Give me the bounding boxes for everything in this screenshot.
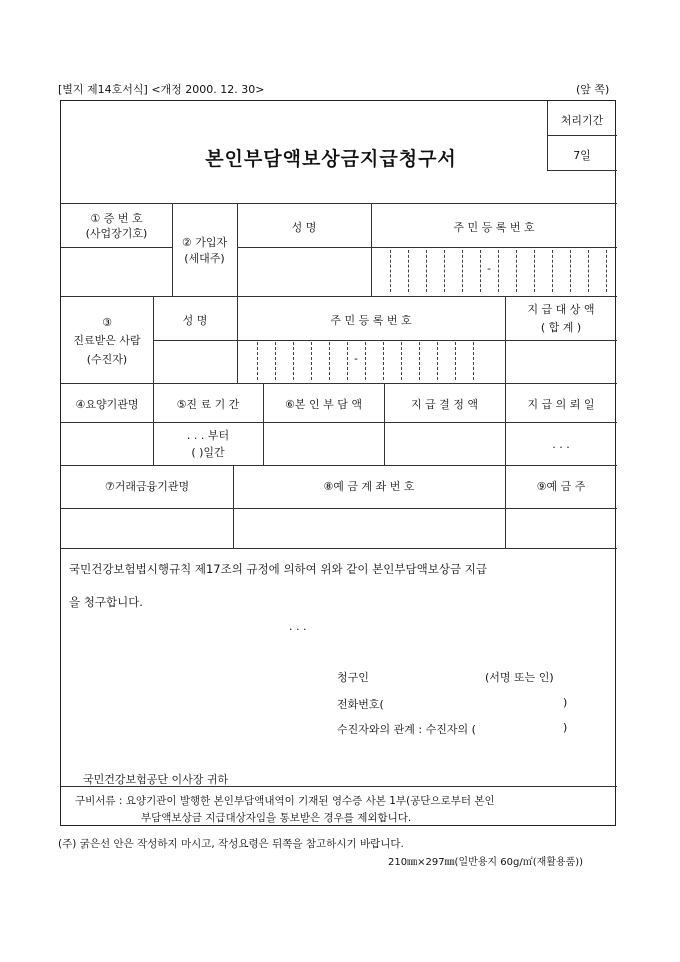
copay-amount-label: ⑥본 인 부 담 액 [285,398,362,411]
patient-rrn-header: 주 민 등 록 번 호 [330,314,412,327]
relation-close: ) [563,721,568,734]
resident-number-header: 주 민 등 록 번 호 [453,221,535,234]
claim-date-dots: . . . [289,620,307,633]
workplace-code-label: (사업장기호) [85,227,148,240]
required-docs-line-2: 부담액보상금 지급대상자임을 통보받은 경우를 제외합니다. [141,812,412,824]
household-head-label: (세대주) [184,252,225,265]
signature-seal-label: (서명 또는 인) [485,671,554,684]
phone-close: ) [563,696,568,709]
claimant-label: 청구인 [337,671,369,684]
footer-note: (주) 굵은선 안은 작성하지 마시고, 작성요령은 뒤쪽을 참고하시기 바랍니다. [58,838,404,850]
payment-target-amount-label: 지 급 대 상 액 [527,303,595,316]
decided-amount-label: 지 급 결 정 액 [410,398,479,411]
account-number-label: ⑧예 금 계 좌 번 호 [323,480,415,493]
patient-rrn-dash: - [354,352,358,365]
paper-spec: 210㎜×297㎜(일반용지 60g/㎡(재활용품)) [388,857,584,868]
total-label: ( 합 계 ) [540,321,582,334]
name-header: 성 명 [291,221,317,234]
required-docs-line-1: 구비서류 : 요양기관이 발행한 본인부담액내역이 기재된 영수증 사본 1부(공단으로부터 본인 [75,795,495,807]
bank-label: ⑦거래금융기관명 [104,480,190,493]
patient-sub-label: (수진자) [86,353,128,366]
payment-request-date-label: 지 급 의 뢰 일 [527,398,595,411]
request-date-dots: . . . [552,438,570,451]
patient-name-header: 성 명 [182,314,208,327]
subscriber-label: ② 가입자 [181,236,228,249]
statement-line-1: 국민건강보험법시행규칙 제17조의 규정에 의하여 위와 같이 본인부담액보상금 지급 [69,562,487,576]
statement-line-2: 을 청구합니다. [69,595,143,609]
page-side-label: (앞 쪽) [576,83,610,96]
care-institution-label: ④요양기관명 [75,398,139,411]
period-days: ( )일간 [191,446,225,459]
phone-label: 전화번호( [337,698,384,711]
rrn-dash: - [487,262,491,275]
patient-label: 진료받은 사람 [73,334,141,347]
processing-period-value: 7일 [573,149,591,162]
patient-number: ③ [102,316,112,329]
treatment-period-label: ⑤진 료 기 간 [176,398,240,411]
account-holder-label: ⑨예 금 주 [536,480,586,493]
claim-form [60,100,616,826]
form-title: 본인부담액보상금지급청구서 [205,148,457,170]
period-from: . . . 부터 [186,429,230,442]
processing-period-label: 처리기간 [560,114,604,127]
form-reference: [별지 제14호서식] <개정 2000. 12. 30> [58,83,265,96]
relation-label: 수진자와의 관계 : 수진자의 ( [337,723,476,736]
recipient: 국민건강보험공단 이사장 귀하 [83,773,229,786]
cert-number-label: ① 증 번 호 [90,212,143,225]
